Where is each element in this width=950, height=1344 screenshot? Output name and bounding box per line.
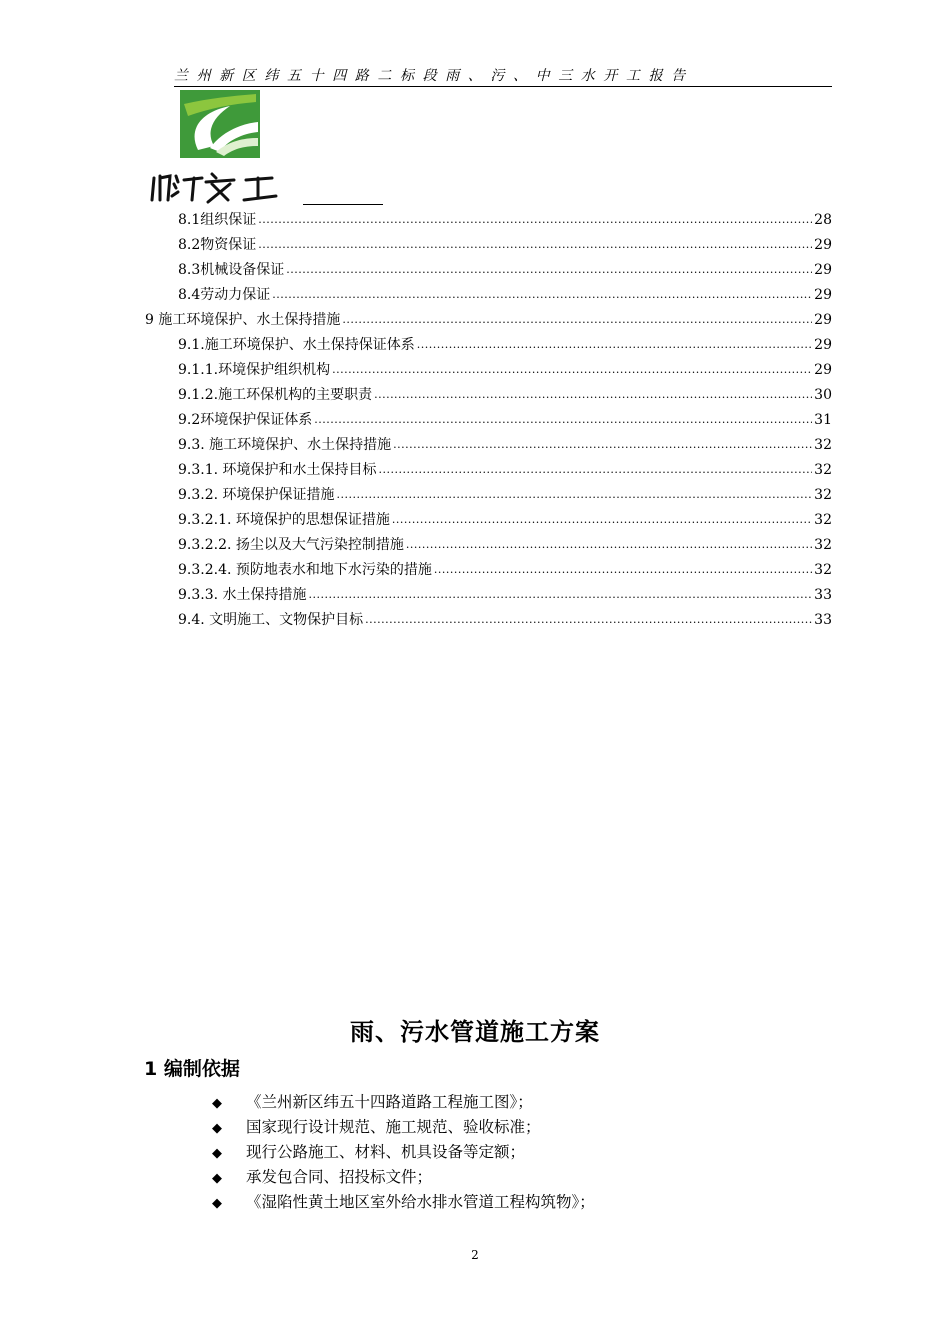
toc-page-number: 32 — [814, 512, 832, 528]
diamond-bullet-icon: ◆ — [212, 1196, 222, 1211]
toc-title: 9.2环境保护保证体系 — [178, 412, 313, 428]
toc-title: 9.3.2. 环境保护保证措施 — [178, 487, 335, 503]
toc-leader-dots — [337, 483, 813, 507]
toc-title: 9.1.施工环境保护、水土保持保证体系 — [178, 337, 415, 353]
toc-title: 9.3.1. 环境保护和水土保持目标 — [178, 462, 377, 478]
toc-leader-dots — [379, 458, 813, 482]
basis-list — [212, 1090, 595, 1215]
toc-leader-dots — [393, 433, 812, 457]
document-title: 雨、污水管道施工方案 — [350, 1018, 600, 1046]
diamond-bullet-icon: ◆ — [212, 1146, 222, 1161]
toc-row[interactable] — [178, 333, 832, 357]
toc-page-number: 32 — [814, 462, 832, 478]
toc-title: 9.3.2.4. 预防地表水和地下水污染的措施 — [178, 562, 432, 578]
toc-leader-dots — [392, 508, 812, 532]
list-item — [212, 1140, 595, 1165]
toc-leader-dots — [374, 383, 812, 407]
company-logo-icon — [180, 90, 260, 158]
page-number: 2 — [471, 1248, 479, 1262]
toc-page-number: 31 — [814, 412, 832, 428]
toc-title: 9.3. 施工环境保护、水土保持措施 — [178, 437, 392, 453]
toc-title: 8.3机械设备保证 — [178, 262, 285, 278]
toc-title: 9 施工环境保护、水土保持措施 — [145, 312, 341, 328]
toc-leader-dots — [365, 608, 812, 632]
toc-page-number: 32 — [814, 487, 832, 503]
toc-leader-dots — [286, 258, 812, 282]
toc-row[interactable] — [178, 283, 832, 307]
toc-leader-dots — [258, 233, 812, 257]
toc-title: 9.1.2.施工环保机构的主要职责 — [178, 387, 373, 403]
toc-page-number: 32 — [814, 562, 832, 578]
diamond-bullet-icon: ◆ — [212, 1121, 222, 1136]
toc-page-number: 32 — [814, 437, 832, 453]
toc-page-number: 33 — [814, 587, 832, 603]
toc-page-number: 32 — [814, 537, 832, 553]
toc-row[interactable] — [178, 358, 832, 382]
toc-row[interactable] — [178, 208, 832, 232]
toc-leader-dots — [314, 408, 812, 432]
list-item — [212, 1115, 595, 1140]
toc-row[interactable] — [178, 383, 832, 407]
toc-row[interactable] — [178, 583, 832, 607]
toc-page-number: 30 — [814, 387, 832, 403]
toc-leader-dots — [272, 283, 812, 307]
list-item-text: 《兰州新区纬五十四路道路工程施工图》； — [246, 1093, 533, 1111]
list-item-text: 现行公路施工、材料、机具设备等定额； — [246, 1143, 526, 1161]
list-item — [212, 1165, 595, 1190]
toc-page-number: 33 — [814, 612, 832, 628]
logo-underline — [303, 204, 383, 205]
list-item — [212, 1090, 595, 1115]
toc-title: 9.3.2.1. 环境保护的思想保证措施 — [178, 512, 390, 528]
section-heading: 1 编制依据 — [144, 1058, 240, 1080]
list-item-text: 《湿陷性黄土地区室外给水排水管道工程构筑物》； — [246, 1193, 595, 1211]
toc-leader-dots — [417, 333, 812, 357]
toc-row[interactable] — [178, 258, 832, 282]
diamond-bullet-icon: ◆ — [212, 1171, 222, 1186]
toc-title: 8.1组织保证 — [178, 212, 257, 228]
toc-leader-dots — [342, 308, 812, 332]
toc-title: 9.3.2.2. 扬尘以及大气污染控制措施 — [178, 537, 404, 553]
toc-title: 9.3.3. 水土保持措施 — [178, 587, 307, 603]
toc-row[interactable] — [178, 458, 832, 482]
toc-leader-dots — [258, 208, 812, 232]
toc-page-number: 29 — [814, 362, 832, 378]
page-header: 兰州新区纬五十四路二标段雨、污、中三水开工报告 — [174, 66, 832, 87]
company-calligraphy-logo-icon — [148, 170, 298, 206]
toc-leader-dots — [332, 358, 812, 382]
toc-page-number: 29 — [814, 287, 832, 303]
toc-title: 9.4. 文明施工、文物保护目标 — [178, 612, 364, 628]
toc-page-number: 29 — [814, 237, 832, 253]
list-item-text: 国家现行设计规范、施工规范、验收标准； — [246, 1118, 541, 1136]
list-item — [212, 1190, 595, 1215]
toc-leader-dots — [406, 533, 812, 557]
toc-leader-dots — [309, 583, 813, 607]
toc-row[interactable] — [145, 308, 832, 332]
toc-row[interactable] — [178, 433, 832, 457]
toc-page-number: 29 — [814, 312, 832, 328]
toc-page-number: 29 — [814, 262, 832, 278]
diamond-bullet-icon: ◆ — [212, 1096, 222, 1111]
toc-leader-dots — [434, 558, 812, 582]
list-item-text: 承发包合同、招投标文件； — [246, 1168, 433, 1186]
toc-title: 8.2物资保证 — [178, 237, 257, 253]
toc-row[interactable] — [178, 558, 832, 582]
toc-title: 8.4劳动力保证 — [178, 287, 271, 303]
toc-row[interactable] — [178, 508, 832, 532]
toc-row[interactable] — [178, 533, 832, 557]
toc-title: 9.1.1.环境保护组织机构 — [178, 362, 331, 378]
toc-page-number: 28 — [814, 212, 832, 228]
toc-row[interactable] — [178, 408, 832, 432]
toc-row[interactable] — [178, 483, 832, 507]
toc-page-number: 29 — [814, 337, 832, 353]
toc-row[interactable] — [178, 608, 832, 632]
toc-row[interactable] — [178, 233, 832, 257]
